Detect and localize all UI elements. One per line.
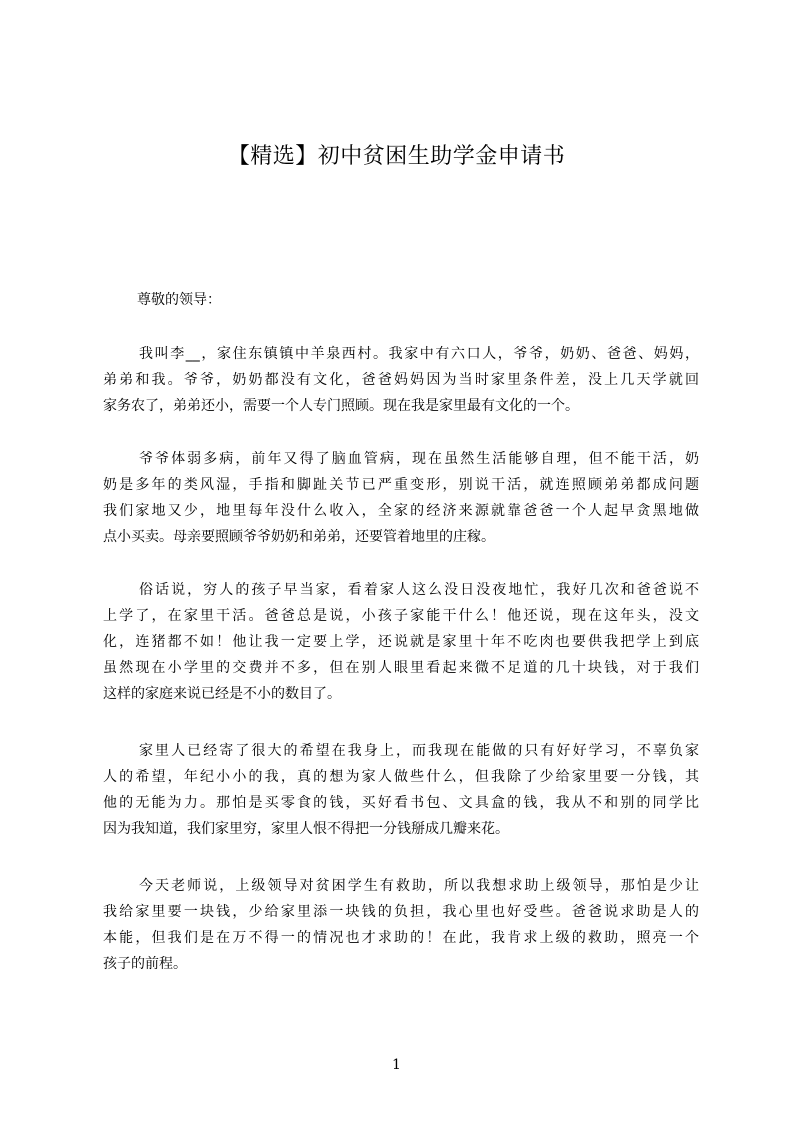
paragraph-line: 他的无能为力。那怕是买零食的钱，买好看书包、文具盒的钱，我从不和别的同学比 [103,795,699,811]
paragraph-line: 人的希望，年纪小小的我，真的想为家人做些什么，但我除了少给家里要一分钱，其 [103,769,699,785]
paragraph-1 [103,341,699,419]
document-title: 【精选】初中贫困生助学金申请书 [227,144,566,169]
paragraph-line: 家务农了，弟弟还小，需要一个人专门照顾。现在我是家里最有文化的一个。 [103,398,579,414]
salutation: 尊敬的领导： [137,292,221,308]
paragraph-line: 上学了，在家里干活。爸爸总是说，小孩子家能干什么！他还说，现在这年头，没文 [103,608,699,624]
paragraph-line: 我们家地又少，地里每年没什么收入，全家的经济来源就靠爸爸一个人起早贪黑地做 [103,503,699,519]
paragraph-line: 虽然现在小学里的交费并不多，但在别人眼里看起来微不足道的几十块钱，对于我们 [103,660,699,676]
paragraph-line: 爷爷体弱多病，前年又得了脑血管病，现在虽然生活能够自理，但不能干活，奶 [139,451,699,467]
paragraph-line: 俗话说，穷人的孩子早当家，看着家人这么没日没夜地忙，我好几次和爸爸说不 [139,582,699,598]
paragraph-line: 点小买卖。母亲要照顾爷爷奶奶和弟弟，还要管着地里的庄稼。 [103,529,495,545]
paragraph-line: 这样的家庭来说已经是不小的数目了。 [103,686,341,702]
paragraph-line: 化，连猪都不如！他让我一定要上学，还说就是家里十年不吃肉也要供我把学上到底 [103,634,699,650]
paragraph-line: 奶是多年的类风湿，手指和脚趾关节已严重变形，别说干活，就连照顾弟弟都成问题 [103,477,699,493]
paragraph-line: 我叫李__，家住东镇镇中羊泉西村。我家中有六口人，爷爷，奶奶、爸爸、妈妈， [139,346,699,362]
paragraph-line: 我给家里要一块钱，少给家里添一块钱的负担，我心里也好受些。爸爸说求助是人的 [103,904,699,920]
paragraph-line: 今天老师说，上级领导对贫困学生有救助，所以我想求助上级领导，那怕是少让 [139,878,699,894]
paragraph-2 [103,446,699,550]
paragraph-5 [103,873,699,977]
paragraph-line: 弟弟和我。爷爷，奶奶都没有文化，爸爸妈妈因为当时家里条件差，没上几天学就回 [103,372,699,388]
paragraph-line: 孩子的前程。 [103,956,187,972]
paragraph-line: 因为我知道，我们家里穷，家里人恨不得把一分钱掰成几瓣来花。 [103,821,509,837]
paragraph-3 [103,577,699,707]
paragraph-line: 本能，但我们是在万不得一的情况也才求助的！在此，我肯求上级的救助，照亮一个 [103,930,699,946]
paragraph-4 [103,738,699,842]
paragraph-line: 家里人已经寄了很大的希望在我身上，而我现在能做的只有好好学习，不辜负家 [139,743,699,759]
page-number: 1 [392,1057,401,1073]
